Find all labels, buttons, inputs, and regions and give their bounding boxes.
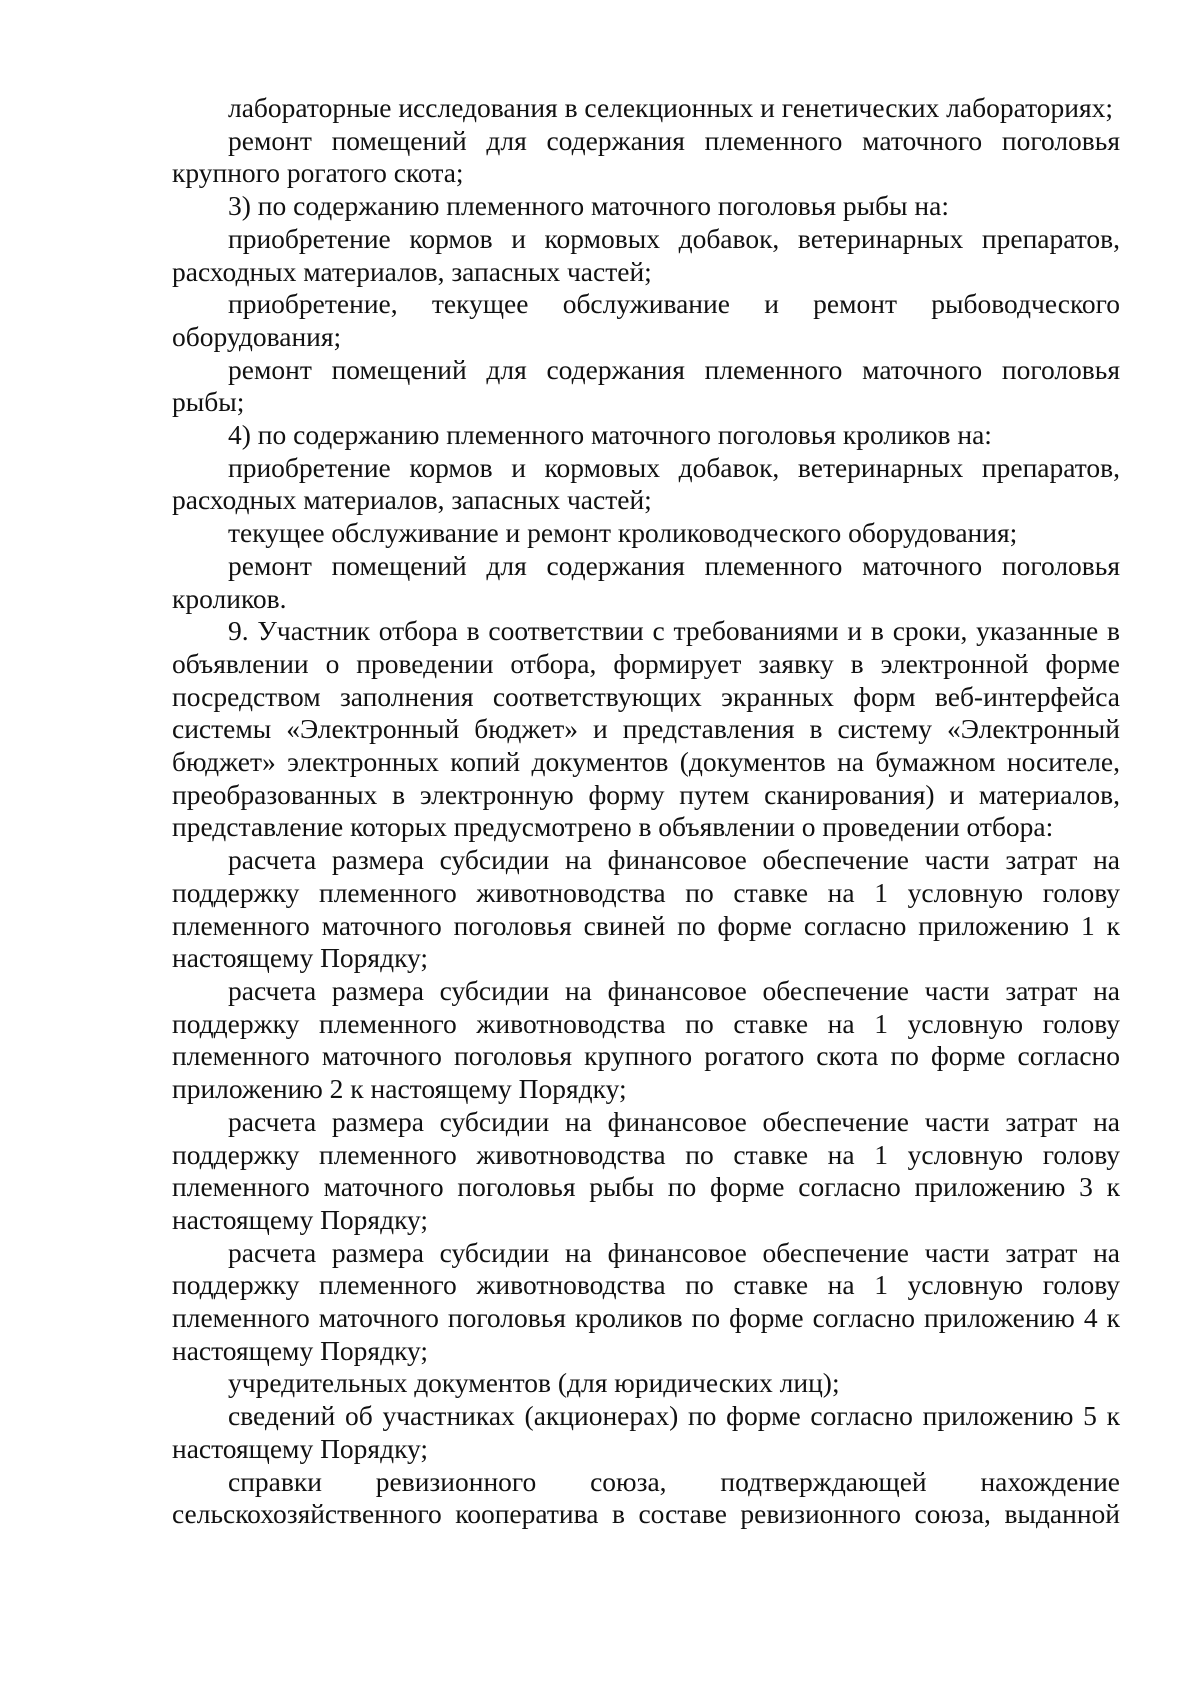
- paragraph-fish-feed: приобретение кормов и кормовых добавок, ветеринарных препаратов, расходных материалов, запасных частей;: [172, 222, 1120, 287]
- paragraph-lab-research: лабораторные исследования в селекционных и генетических лабораториях;: [228, 92, 1114, 123]
- paragraph-rabbit-heading: 4) по содержанию племенного маточного поголовья кроликов на:: [228, 419, 992, 451]
- paragraph-fish-repair: ремонт помещений для содержания племенного маточного поголовья рыбы;: [172, 353, 1120, 418]
- paragraph-calc-rabbits: расчета размера субсидии на финансовое обеспечение части затрат на поддержку племенного животноводства по ставке на 1 условную голову племенного маточного поголовья кроликов по форме согласно приложению 4 к настоящему Порядку;: [172, 1236, 1120, 1366]
- paragraph-calc-fish: расчета размера субсидии на финансовое обеспечение части затрат на поддержку племенного животноводства по ставке на 1 условную голову племенного маточного поголовья рыбы по форме согласно приложению 3 к настоящему Порядку;: [172, 1105, 1120, 1235]
- paragraph-founding-docs: учредительных документов (для юридических лиц);: [228, 1367, 840, 1399]
- paragraph-calc-cattle: расчета размера субсидии на финансовое обеспечение части затрат на поддержку племенного животноводства по ставке на 1 условную голову племенного маточного поголовья крупного рогатого скота по форме согласно приложению 2 к настоящему Порядку;: [172, 974, 1120, 1105]
- paragraph-shareholders: сведений об участниках (акционерах) по форме согласно приложению 5 к настоящему Порядку;: [172, 1400, 1120, 1464]
- paragraph-rabbit-feed: приобретение кормов и кормовых добавок, ветеринарных препаратов, расходных материалов, запасных частей;: [172, 451, 1120, 516]
- paragraph-fish-heading: 3) по содержанию племенного маточного поголовья рыбы на:: [228, 190, 949, 222]
- paragraph-calc-pigs: расчета размера субсидии на финансовое обеспечение части затрат на поддержку племенного животноводства по ставке на 1 условную голову племенного маточного поголовья свиней по форме согласно приложению 1 к настоящему Порядку;: [172, 844, 1120, 974]
- paragraph-fish-equipment: приобретение, текущее обслуживание и ремонт рыбоводческого оборудования;: [172, 288, 1120, 352]
- paragraph-cattle-repair: ремонт помещений для содержания племенного маточного поголовья крупного рогатого скота;: [172, 124, 1120, 189]
- paragraph-section-9: 9. Участник отбора в соответствии с требованиями и в сроки, указанные в объявлении о проведении отбора, формирует заявку в электронной форме посредством заполнения соответствующих экранных форм веб-интерфейса системы «Электронный бюджет» и представления в систему «Электронный бюджет» электронных копий документов (документов на бумажном носителе, преобразованных в электронную форму путем сканирования) и материалов, представление которых предусмотрено в объявлении о проведении отбора:: [172, 615, 1120, 843]
- paragraph-audit-union: справки ревизионного союза, подтверждающей нахождение сельскохозяйственного кооператива в составе ревизионного союза, выданной: [172, 1465, 1120, 1530]
- document-page: [172, 92, 1120, 1531]
- paragraph-rabbit-repair: ремонт помещений для содержания племенного маточного поголовья кроликов.: [172, 549, 1120, 614]
- paragraph-rabbit-equipment: текущее обслуживание и ремонт кролиководческого оборудования;: [228, 517, 1018, 549]
